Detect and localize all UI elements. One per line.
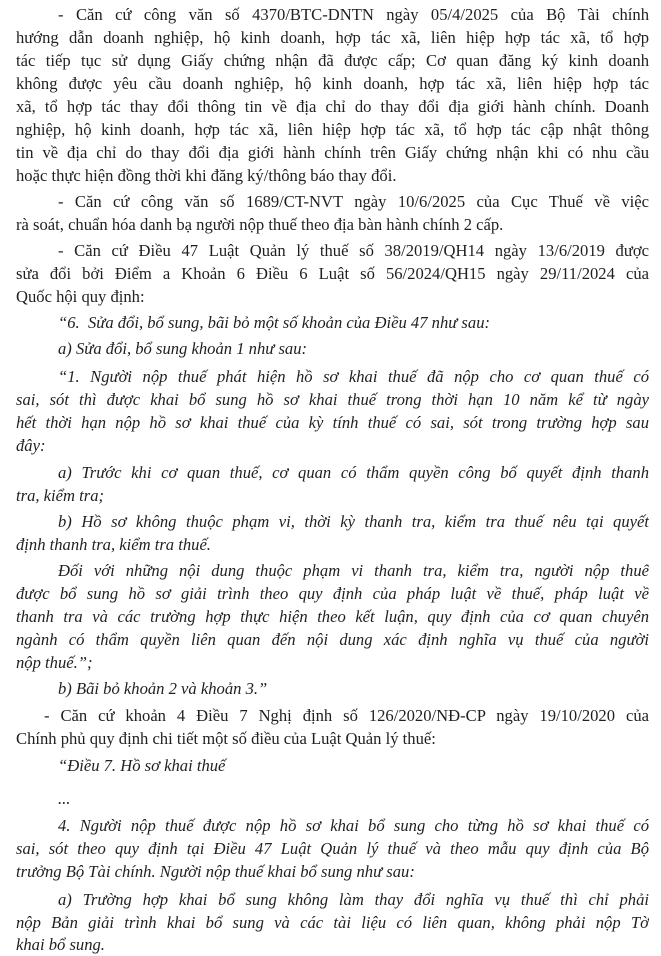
text-line: - Căn cứ khoản 4 Điều 7 Nghị định số 126/2020/NĐ-CP ngày 19/10/2020 của [44,706,649,725]
text-line: được bổ sung hồ sơ giải trình theo quy định của pháp luật về thuế, pháp luật về [16,584,649,603]
text-line: “Điều 7. Hồ sơ khai thuế [58,756,226,775]
text-line: Chính phủ quy định chi tiết một số điều của Luật Quản lý thuế: [16,729,436,748]
text-line: hết thời hạn nộp hồ sơ khai thuế của kỳ tính thuế có sai, sót trong trường hợp sau [16,413,649,432]
text-line: b) Bãi bỏ khoản 2 và khoản 3.” [58,679,268,698]
text-line: tin về địa chỉ do thay đổi địa giới hành chính trên Giấy chứng nhận khi có nhu cầu [16,143,649,162]
text-line: - Căn cứ Điều 47 Luật Quản lý thuế số 38/2019/QH14 ngày 13/6/2019 được [58,241,649,260]
text-line: trưởng Bộ Tài chính. Người nộp thuế khai bổ sung như sau: [16,862,415,881]
text-line: “1. Người nộp thuế phát hiện hồ sơ khai thuế đã nộp cho cơ quan thuế có [58,367,649,386]
text-line: tác tiếp tục sử dụng Giấy chứng nhận đã được cấp; Cơ quan đăng ký kinh doanh [16,51,649,70]
text-line: a) Trường hợp khai bổ sung không làm thay đổi nghĩa vụ thuế thì chỉ phải [58,890,649,909]
text-line: a) Trước khi cơ quan thuế, cơ quan có thẩm quyền công bố quyết định thanh [58,463,649,482]
text-line: ngành có thẩm quyền liên quan đến nội dung xác định nghĩa vụ thuế của người [16,630,649,649]
text-line: sai, sót theo quy định tại Điều 47 Luật Quản lý thuế và theo mẫu quy định của Bộ [16,839,649,858]
text-line: ... [58,789,71,808]
text-line: nghiệp, hộ kinh doanh, hợp tác xã, liên hiệp hợp tác xã, tổ hợp tác cập nhật thông [16,120,649,139]
text-line: hướng dẫn doanh nghiệp, hộ kinh doanh, hợp tác xã, liên hiệp hợp tác xã, tổ hợp [16,28,649,47]
text-line: a) Sửa đổi, bổ sung khoản 1 như sau: [58,339,308,358]
text-line: khai bổ sung. [16,935,105,954]
text-line: 4. Người nộp thuế được nộp hồ sơ khai bổ sung cho từng hồ sơ khai thuế có [58,816,649,835]
text-line: nộp thuế.”; [16,653,93,672]
text-line: xã, tổ hợp tác thay đổi thông tin về địa chỉ do thay đổi địa giới hành chính. Doanh [16,97,649,116]
text-line: - Căn cứ công văn số 1689/CT-NVT ngày 10/6/2025 của Cục Thuế về việc [58,192,649,211]
text-line: b) Hồ sơ không thuộc phạm vi, thời kỳ thanh tra, kiểm tra thuế nêu tại quyết [58,512,649,531]
text-line: định thanh tra, kiểm tra thuế. [16,535,211,554]
text-line: Quốc hội quy định: [16,287,145,306]
text-line: tra, kiểm tra; [16,486,105,505]
text-line: sửa đổi bởi Điểm a Khoản 6 Điều 6 Luật số 56/2024/QH15 ngày 29/11/2024 của [16,264,649,283]
text-line: hoặc thực hiện đồng thời khi đăng ký/thông báo thay đổi. [16,166,397,185]
text-line: thanh tra và các trường hợp thực hiện theo kết luận, quy định của cơ quan chuyên [16,607,649,626]
text-line: đây: [16,436,46,455]
text-line: “6. Sửa đổi, bổ sung, bãi bỏ một số khoản của Điều 47 như sau: [58,313,491,332]
text-line: rà soát, chuẩn hóa danh bạ người nộp thuế theo địa bàn hành chính 2 cấp. [16,215,504,234]
text-line: nộp Bản giải trình khai bổ sung và các tài liệu có liên quan, không phải nộp Tờ [16,913,649,932]
text-line: Đối với những nội dung thuộc phạm vi thanh tra, kiểm tra, người nộp thuế [58,561,649,580]
text-line: - Căn cứ công văn số 4370/BTC-DNTN ngày 05/4/2025 của Bộ Tài chính [58,5,649,24]
text-line: sai, sót thì được khai bổ sung hồ sơ khai thuế trong thời hạn 10 năm kể từ ngày [16,390,649,409]
text-line: không được yêu cầu doanh nghiệp, hộ kinh doanh, hợp tác xã, liên hiệp hợp tác [16,74,649,93]
